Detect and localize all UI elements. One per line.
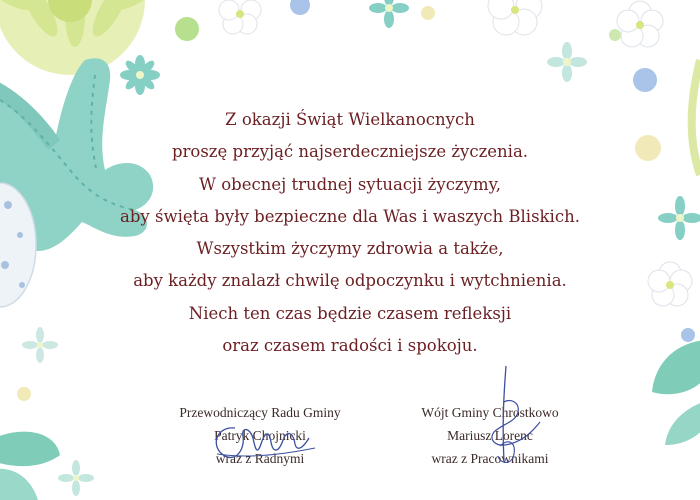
greeting-line: W obecnej trudnej sytuacji życzymy,	[199, 174, 501, 194]
signature-role: Wójt Gminy Chrostkowo	[421, 405, 559, 420]
signature-name: Patryk Chojnicki	[214, 428, 306, 443]
greeting-line: proszę przyjąć najserdeczniejsze życzenia.	[171, 142, 529, 162]
signature-with: wraz z Radnymi	[215, 451, 305, 466]
greeting-line: aby święta były bezpieczne dla Was i waszych Bliskich.	[120, 206, 580, 226]
handwritten-signature-icon	[205, 418, 325, 468]
leaf-icon	[652, 340, 700, 445]
handwritten-signature-icon	[480, 362, 550, 472]
greeting-line: aby każdy znalazł chwilę odpoczynku i wytchnienia.	[133, 271, 567, 291]
greeting-line: Wszystkim życzymy zdrowia a także,	[196, 239, 504, 259]
greeting-line: oraz czasem radości i spokoju.	[222, 336, 478, 356]
greeting-line: Niech ten czas będzie czasem refleksji	[188, 303, 512, 323]
greeting-text	[110, 104, 590, 362]
leaf-icon	[0, 432, 60, 500]
greeting-line: Z okazji Świąt Wielkanocnych	[225, 110, 475, 129]
signature-role: Przewodniczący Radu Gminy	[179, 405, 341, 420]
signature-with: wraz z Pracownikami	[431, 451, 549, 466]
signature-name: Mariusz Lorenc	[447, 428, 533, 443]
